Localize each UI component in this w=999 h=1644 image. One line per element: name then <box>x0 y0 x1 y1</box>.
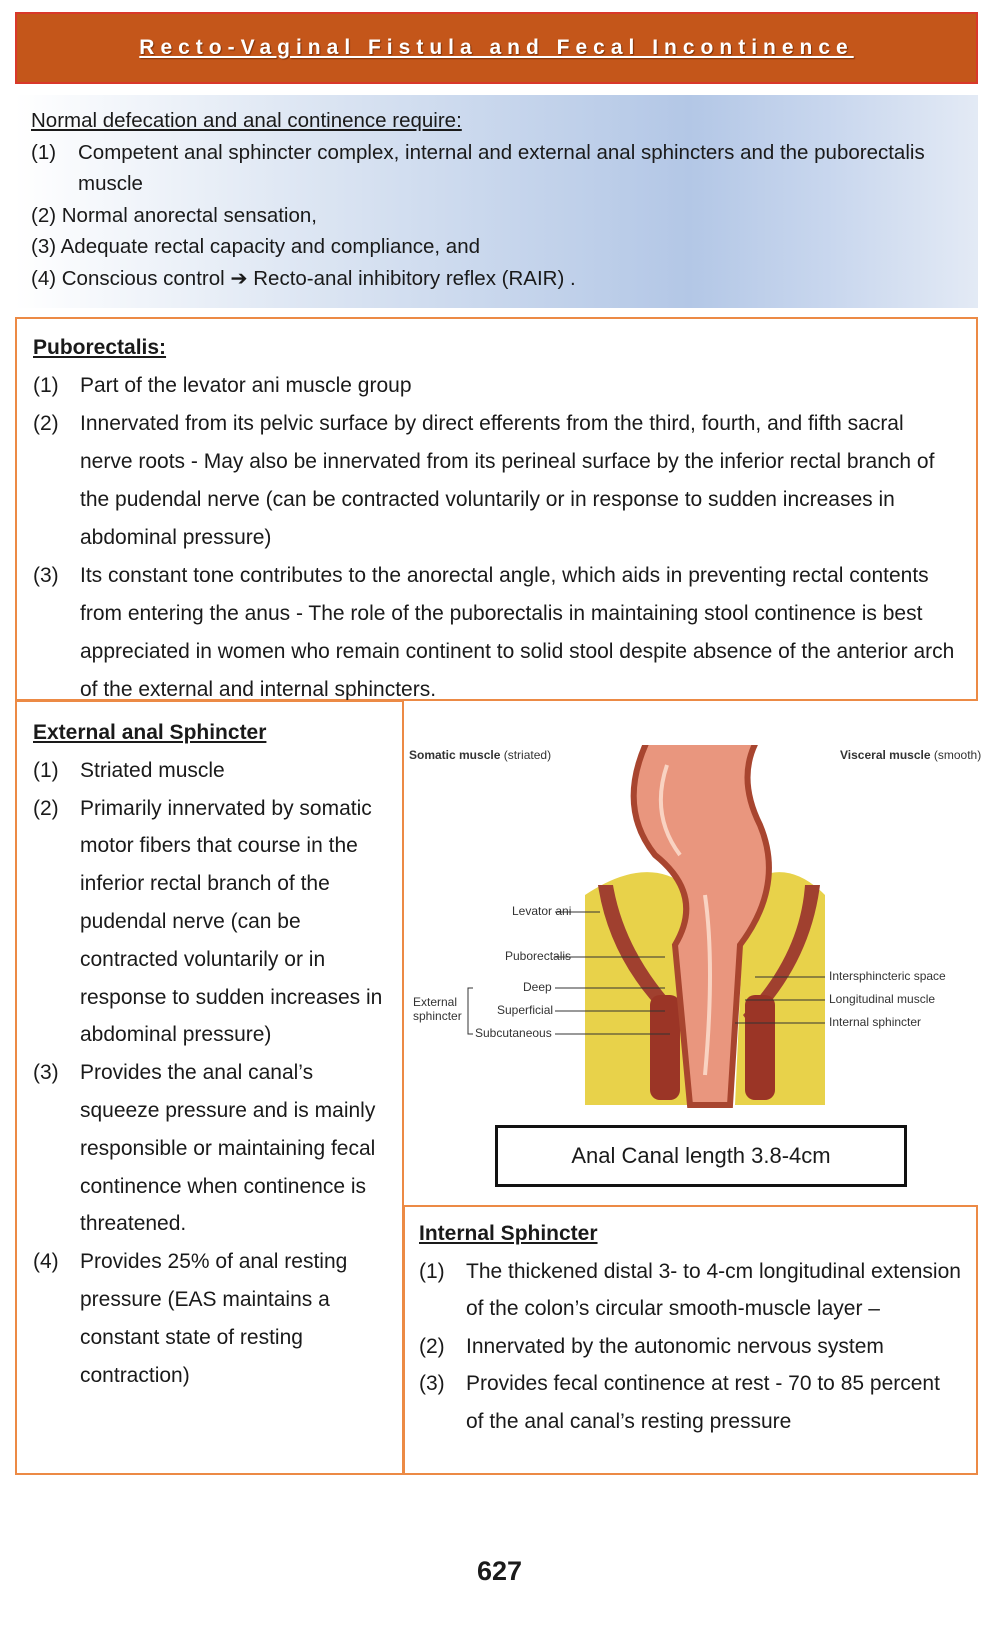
superficial-label: Superficial <box>497 1003 554 1017</box>
section-heading: External anal Sphincter <box>33 721 267 744</box>
section-heading: Internal Sphincter <box>419 1222 598 1245</box>
external-sphincter-section <box>15 700 404 1475</box>
subcutaneous-label: Subcutaneous <box>475 1026 552 1040</box>
list-item: (4) Conscious control ➔ Recto-anal inhibitory reflex (RAIR) . <box>31 266 576 290</box>
section-heading: Normal defecation and anal continence require: <box>31 109 462 132</box>
list-item: (3) Provides fecal continence at rest - 70 to 85 percent of the anal canal’s resting pressure <box>419 1372 940 1433</box>
external-sphincter-label: External sphincter <box>413 995 462 1023</box>
intersphincteric-label: Intersphincteric space <box>829 969 946 983</box>
somatic-muscle-label: Somatic muscle (striated) <box>409 748 552 762</box>
anatomy-illustration <box>405 745 995 1115</box>
list-item: (1) Striated muscle <box>33 758 225 782</box>
list-item: (4) Provides 25% of anal resting pressure (EAS maintains a constant state of resting contraction) <box>33 1250 348 1387</box>
deep-label: Deep <box>523 980 552 994</box>
list-item: (1) The thickened distal 3- to 4-cm longitudinal extension of the colon’s circular smooth-muscle layer – <box>419 1259 961 1320</box>
list-item: (2) Normal anorectal sensation, <box>31 203 317 227</box>
page-title: Recto-Vaginal Fistula and Fecal Incontinence <box>139 36 854 59</box>
list-item: (3) Provides the anal canal’s squeeze pressure and is mainly responsible or maintaining fecal continence when continence is threatened. <box>33 1061 376 1236</box>
section-heading: Puborectalis: <box>33 336 167 359</box>
normal-continence-section <box>15 95 978 308</box>
levator-ani-label: Levator ani <box>512 904 572 918</box>
internal-sphincter-label: Internal sphincter <box>829 1015 922 1029</box>
list-item: (1) Competent anal sphincter complex, internal and external anal sphincters and the puborectalis muscle <box>31 140 925 195</box>
longitudinal-label: Longitudinal muscle <box>829 992 936 1006</box>
list-item: (1) Part of the levator ani muscle group <box>33 374 412 397</box>
puborectalis-label: Puborectalis <box>505 949 572 963</box>
list-item: (3) Its constant tone contributes to the anorectal angle, which aids in preventing rectal contents from entering the anus - The role of the puborectalis in maintaining stool continence is best appreciated in women who remain continent to solid stool despite absence of the anterior arch of the external and internal sphincters. <box>33 564 955 701</box>
anal-canal-diagram <box>405 745 995 1115</box>
diagram-caption: Anal Canal length 3.8-4cm <box>495 1125 907 1187</box>
list-item: (3) Adequate rectal capacity and compliance, and <box>31 235 480 258</box>
list-item: (2) Primarily innervated by somatic motor fibers that course in the inferior rectal branch of the pudendal nerve (can be contracted voluntarily or in response to sudden increases in abdominal pressure) <box>33 796 383 1047</box>
title-banner <box>15 12 978 84</box>
list-item: (2) Innervated from its pelvic surface by direct efferents from the third, fourth, and fifth sacral nerve roots - May also be innervated from its perineal surface by the inferior rectal branch of the pudendal nerve (can be contracted voluntarily or in response to sudden increases in abdominal pressure) <box>33 412 935 549</box>
internal-sphincter-section <box>403 1205 978 1475</box>
visceral-muscle-label: Visceral muscle (smooth) <box>840 748 982 762</box>
page-number: 627 <box>476 1556 523 1586</box>
list-item: (2) Innervated by the autonomic nervous system <box>419 1334 884 1358</box>
puborectalis-section <box>15 317 978 701</box>
